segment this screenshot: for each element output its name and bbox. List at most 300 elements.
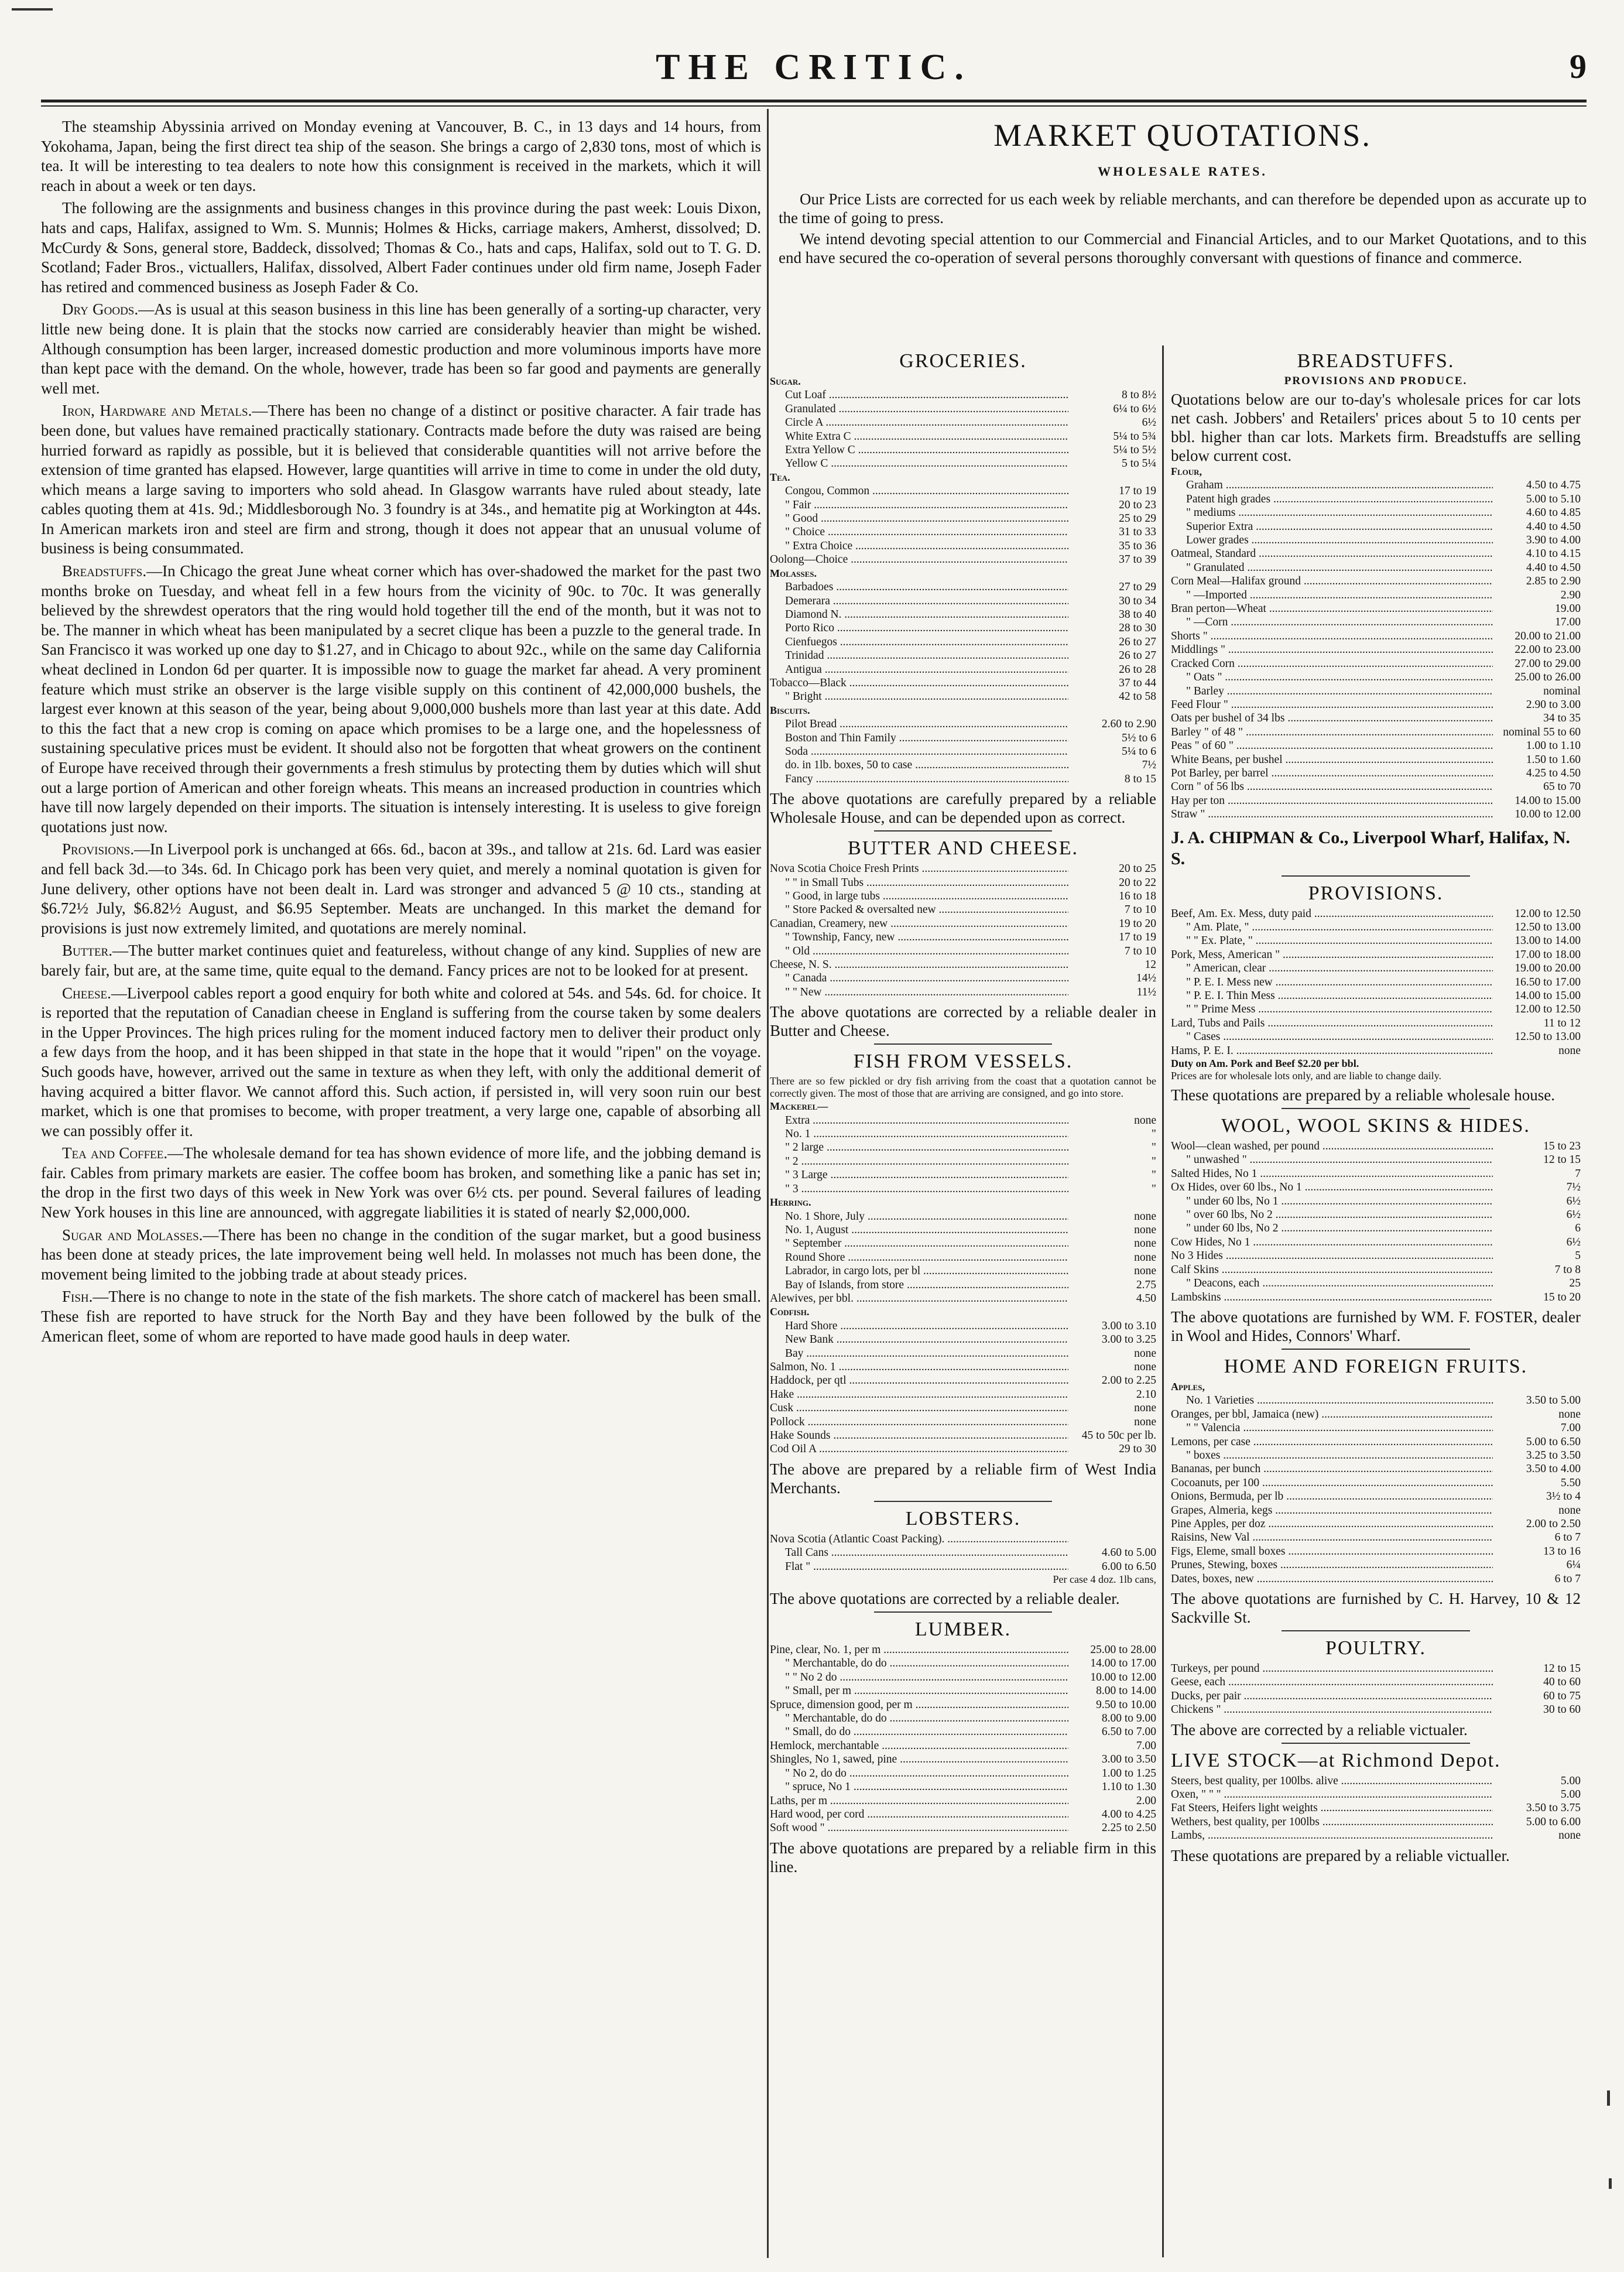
row-value: none <box>1134 1415 1156 1428</box>
table-row <box>770 1821 1156 1835</box>
report-paragraph <box>41 840 761 938</box>
row-label: Soft wood " ..... <box>770 1821 1068 1835</box>
table-row <box>770 649 1156 662</box>
row-label: Pork, Mess, American " ..... <box>1171 948 1493 962</box>
row-label: Patent high grades ..... <box>1171 492 1493 506</box>
row-label: Graham ..... <box>1171 478 1493 492</box>
butter-cheese-table <box>770 862 1156 999</box>
table-row <box>1171 1703 1581 1716</box>
row-value: 15 to 20 <box>1543 1291 1581 1303</box>
row-label: " Merchantable, do do ..... <box>770 1712 1068 1725</box>
table-row <box>1171 1236 1581 1249</box>
row-label: No. 1, August ..... <box>770 1223 1068 1237</box>
row-label: Molasses. <box>770 567 817 579</box>
row-value: 45 to 50c per lb. <box>1081 1429 1156 1442</box>
row-label: " mediums ..... <box>1171 506 1493 519</box>
table-row <box>1171 1153 1581 1166</box>
table-row <box>770 553 1156 566</box>
table-row <box>1171 1531 1581 1544</box>
table-row <box>1171 1774 1581 1788</box>
table-row <box>770 525 1156 539</box>
row-label: Nova Scotia (Atlantic Coast Packing). ..... <box>770 1532 1068 1546</box>
poultry-title: POULTRY. <box>1325 1637 1426 1659</box>
row-value: 6.50 to 7.00 <box>1101 1726 1156 1739</box>
row-label: " Small, do do ..... <box>770 1725 1068 1739</box>
row-value: none <box>1558 1408 1581 1421</box>
row-label: Figs, Eleme, small boxes ..... <box>1171 1545 1493 1558</box>
table-row <box>770 1237 1156 1250</box>
row-value: none <box>1558 1504 1581 1517</box>
row-label: Turkeys, per pound ..... <box>1171 1662 1493 1675</box>
table-row <box>770 690 1156 703</box>
row-label: " Merchantable, do do ..... <box>770 1657 1068 1670</box>
table-row <box>1171 685 1581 698</box>
lumber-section <box>770 1619 1156 1876</box>
table-row <box>770 1374 1156 1387</box>
row-label: " Choice ..... <box>770 525 1068 539</box>
row-label: New Bank ..... <box>770 1333 1068 1346</box>
row-value: 6¼ <box>1566 1559 1581 1572</box>
table-row <box>1171 1449 1581 1462</box>
row-value: 40 to 60 <box>1543 1676 1581 1689</box>
table-row <box>1171 1572 1581 1586</box>
row-label: Peas " of 60 " ..... <box>1171 739 1493 752</box>
row-value: none <box>1134 1237 1156 1250</box>
row-value <box>1068 1100 1156 1113</box>
row-label: Granulated ..... <box>770 402 1068 416</box>
row-value: 6 <box>1575 1222 1581 1235</box>
row-value: 2.00 to 2.50 <box>1526 1517 1581 1530</box>
provisions-prices-note: Prices are for wholesale lots only, and are liable to change daily. <box>1171 1070 1441 1082</box>
paragraph-text: The butter market continues quiet and featureless, without change of any kind. Supplies of new are barely fair, but are, at the same time, quite equal to the demand. Fancy prices are not to be looked for at present. <box>41 942 761 979</box>
section-divider <box>1282 1630 1470 1631</box>
row-value: 5 <box>1575 1250 1581 1262</box>
row-value: 5 to 5¼ <box>1121 457 1156 470</box>
row-value: 9.50 to 10.00 <box>1096 1698 1156 1711</box>
row-value: 6½ <box>1142 416 1156 429</box>
row-value: 16.50 to 17.00 <box>1515 976 1581 988</box>
row-value: 26 to 27 <box>1119 649 1156 662</box>
table-row <box>770 1210 1156 1223</box>
table-row <box>1171 962 1581 975</box>
row-value: 2.75 <box>1136 1278 1156 1291</box>
row-value: 5¼ to 5½ <box>1113 444 1156 457</box>
row-label: Calf Skins ..... <box>1171 1263 1493 1277</box>
table-row <box>1171 1421 1581 1435</box>
row-value: 30 to 60 <box>1543 1703 1581 1716</box>
row-label: Lambskins ..... <box>1171 1291 1493 1304</box>
lumber-table <box>770 1643 1156 1835</box>
row-label: Bananas, per bunch ..... <box>1171 1462 1493 1476</box>
row-value: 4.00 to 4.25 <box>1101 1808 1156 1821</box>
row-label: Onions, Bermuda, per lb ..... <box>1171 1490 1493 1503</box>
paragraph-text: There has been no change of a distinct or positive character. A fair trade has been done, but values have remained practically stationary. Contracts made before the duty was raised are being hurried forward as rapidly as possible, but it is believed that considerable quantities will not arrive before the extension of time granted has elapsed. However, large quantities will arrive in time to come in under the old duty, which means a large saving to importers who sold ahead. In Glasgow warrants have ruled about steady, late cables quoting them at 41s. 9d.; Middlesborough No. 3 foundry is at 34s., and hematite pig at Workington at 44s. In American markets iron and steel are firm and strong, though it does not appear that an unusual volume of business is being consummated. <box>41 402 761 557</box>
row-value: none <box>1134 1347 1156 1360</box>
butter-cheese-section <box>770 837 1156 1045</box>
wool-note: The above quotations are furnished by WM. F. FOSTER, dealer in Wool and Hides, Connors' Wharf. <box>1171 1308 1581 1344</box>
table-row <box>770 1223 1156 1237</box>
table-row <box>770 1671 1156 1684</box>
row-value: 6¼ to 6½ <box>1113 402 1156 415</box>
row-value: 7.00 <box>1560 1422 1581 1435</box>
row-value: 34 to 35 <box>1543 712 1581 725</box>
row-label: " Small, per m ..... <box>770 1684 1068 1698</box>
row-label: Tall Cans ..... <box>770 1546 1068 1559</box>
table-row <box>770 862 1156 875</box>
row-label: Hard Shore ..... <box>770 1319 1068 1333</box>
row-value: none <box>1134 1265 1156 1278</box>
row-label: Hake Sounds ..... <box>770 1429 1068 1442</box>
row-label: White Extra C ..... <box>770 430 1068 443</box>
table-row <box>770 416 1156 429</box>
row-label: Corn Meal—Halifax ground ..... <box>1171 574 1493 588</box>
row-label: " 2 ..... <box>770 1155 1068 1168</box>
row-label: White Beans, per bushel ..... <box>1171 753 1493 767</box>
paragraph-text: As is usual at this season business in this line has been generally of a sorting-up character, very little new being done. It is plain that the stocks now carried are considerably heavier than might be wished. Although consumption has been larger, increased domestic production and more voluminous imports have more than kept pace with the demand. On the whole, however, trade has been so far good and payments are generally well met. <box>41 300 761 397</box>
report-paragraph <box>41 1226 761 1285</box>
row-value: 6.00 to 6.50 <box>1101 1560 1156 1573</box>
table-row <box>770 1442 1156 1456</box>
section-divider <box>874 1501 1052 1502</box>
row-value: 3.25 to 3.50 <box>1526 1449 1581 1462</box>
row-value: 13.00 to 14.00 <box>1515 935 1581 947</box>
row-value: 2.25 to 2.50 <box>1101 1822 1156 1835</box>
table-row <box>1171 976 1581 989</box>
table-row <box>1171 1208 1581 1221</box>
row-value: 25 to 29 <box>1119 512 1156 525</box>
row-value: 20 to 25 <box>1119 863 1156 875</box>
section-divider <box>1282 1743 1470 1744</box>
row-value: 8.00 to 9.00 <box>1101 1712 1156 1725</box>
table-row <box>1171 1675 1581 1689</box>
table-row <box>1171 1044 1581 1058</box>
row-label: Boston and Thin Family ..... <box>770 731 1068 745</box>
row-label: Cod Oil A ..... <box>770 1442 1068 1456</box>
table-row <box>770 745 1156 758</box>
row-label: Fancy ..... <box>770 772 1068 786</box>
table-row <box>770 594 1156 608</box>
row-label: Barbadoes ..... <box>770 580 1068 594</box>
table-row <box>1171 615 1581 629</box>
row-value: 7 to 10 <box>1124 945 1156 957</box>
row-label: Sugar. <box>770 375 801 387</box>
row-label: Dates, boxes, new ..... <box>1171 1572 1493 1586</box>
row-value <box>1068 375 1156 388</box>
row-label: Hake ..... <box>770 1388 1068 1401</box>
table-row <box>770 512 1156 525</box>
row-value: 13 to 16 <box>1543 1545 1581 1558</box>
table-row <box>1171 1545 1581 1558</box>
row-label: Pine Apples, per doz ..... <box>1171 1517 1493 1531</box>
table-row <box>1171 1829 1581 1842</box>
table-row <box>770 621 1156 635</box>
market-quotations-header <box>779 112 1587 267</box>
row-value: 2.00 to 2.25 <box>1101 1374 1156 1387</box>
row-label: do. in 1lb. boxes, 50 to case ..... <box>770 758 1068 772</box>
table-row <box>1171 726 1581 739</box>
row-label: Mackerel— <box>770 1100 828 1113</box>
table-row <box>1171 1662 1581 1675</box>
row-value: none <box>1134 1210 1156 1223</box>
row-label: Cow Hides, No 1 ..... <box>1171 1236 1493 1249</box>
row-value: 5¼ to 6 <box>1121 745 1156 758</box>
row-label: No. 1 Shore, July ..... <box>770 1210 1068 1223</box>
row-label: Oolong—Choice ..... <box>770 553 1068 566</box>
table-row <box>770 1657 1156 1670</box>
row-label: Geese, each ..... <box>1171 1675 1493 1689</box>
masthead-rule-thin <box>41 105 1587 107</box>
row-label: No 3 Hides ..... <box>1171 1249 1493 1262</box>
row-label: Pine, clear, No. 1, per m ..... <box>770 1643 1068 1657</box>
report-paragraph <box>41 401 761 559</box>
row-label: " Cases ..... <box>1171 1030 1493 1043</box>
row-label: Ducks, per pair ..... <box>1171 1689 1493 1703</box>
table-row <box>1171 1558 1581 1572</box>
butter-cheese-note: The above quotations are corrected by a reliable dealer in Butter and Cheese. <box>770 1003 1156 1040</box>
provisions-title: PROVISIONS. <box>1308 882 1444 904</box>
table-row <box>1171 1167 1581 1181</box>
row-value: 1.50 to 1.60 <box>1526 753 1581 766</box>
groceries-title: GROCERIES. <box>899 350 1027 372</box>
row-label: Laths, per m ..... <box>770 1794 1068 1808</box>
row-label: Tobacco—Black ..... <box>770 676 1068 690</box>
table-row <box>770 1415 1156 1429</box>
row-label: " Extra Choice ..... <box>770 539 1068 553</box>
row-label: Chickens " ..... <box>1171 1703 1493 1716</box>
row-value: 20.00 to 21.00 <box>1515 629 1581 642</box>
row-label: " P. E. I. Thin Mess ..... <box>1171 989 1493 1002</box>
fish-table <box>770 1100 1156 1456</box>
row-value: 16 to 18 <box>1119 890 1156 902</box>
row-value <box>1493 465 1581 478</box>
livestock-table <box>1171 1774 1581 1843</box>
report-paragraph <box>41 1144 761 1222</box>
row-value: 2.10 <box>1136 1388 1156 1401</box>
table-row <box>1171 1504 1581 1517</box>
row-value: 1.10 to 1.30 <box>1101 1781 1156 1794</box>
row-label: " under 60 lbs, No 1 ..... <box>1171 1195 1493 1208</box>
table-row <box>770 443 1156 457</box>
table-row <box>770 1155 1156 1168</box>
row-label: " Good, in large tubs ..... <box>770 889 1068 903</box>
row-label: No. 1 ..... <box>770 1127 1068 1141</box>
row-label: Trinidad ..... <box>770 649 1068 662</box>
table-row <box>770 1401 1156 1415</box>
row-label: " " No 2 do ..... <box>770 1671 1068 1684</box>
row-value <box>1068 1532 1156 1546</box>
row-value: 37 to 44 <box>1119 676 1156 689</box>
row-label: " 2 large ..... <box>770 1141 1068 1154</box>
table-row <box>770 903 1156 916</box>
row-value: 2.90 <box>1560 588 1581 601</box>
row-value <box>1068 567 1156 580</box>
poultry-table <box>1171 1662 1581 1717</box>
print-speck <box>12 8 53 11</box>
row-label: Cracked Corn ..... <box>1171 657 1493 670</box>
row-label: Pot Barley, per barrel ..... <box>1171 767 1493 780</box>
table-row <box>770 1429 1156 1442</box>
paragraph-lead: Tea and Coffee.— <box>62 1144 184 1162</box>
row-value: 3.00 to 3.50 <box>1101 1753 1156 1766</box>
table-row <box>770 772 1156 786</box>
row-label: Spruce, dimension good, per m ..... <box>770 1698 1068 1712</box>
table-row <box>770 1388 1156 1401</box>
row-value: 14.00 to 15.00 <box>1515 990 1581 1002</box>
paragraph-lead: Provisions.— <box>62 840 150 858</box>
table-row <box>1171 1249 1581 1262</box>
row-label: Superior Extra ..... <box>1171 520 1493 533</box>
table-row <box>770 430 1156 443</box>
masthead-rule <box>41 100 1587 102</box>
row-label: Prunes, Stewing, boxes ..... <box>1171 1558 1493 1572</box>
row-label: No. 1 Varieties ..... <box>1171 1394 1493 1407</box>
row-value: nominal <box>1543 685 1581 697</box>
table-row <box>1171 1380 1581 1394</box>
table-row <box>770 1546 1156 1559</box>
paragraph-text: In Liverpool pork is unchanged at 66s. 6d., bacon at 39s., and tallow at 21s. 6d. Lard was easier and fell back 3d.—to 34s. 6d. In Chicago pork has been very quiet, and merely a nominal quotation is given for June delivery, other options have not been dealt in. Lard was stronger and advanced 5 @ 10 cts., standing at $6.72½ July, $6.82½ August, and $6.95 September. Meats are unchanged. In this market the demand for provisions is just now extremely limited, and quotations are merely nominal. <box>41 840 761 937</box>
row-label: Salted Hides, No 1 ..... <box>1171 1167 1493 1181</box>
row-label: " September ..... <box>770 1237 1068 1250</box>
table-row <box>1171 1517 1581 1531</box>
market-report-column <box>41 117 761 2254</box>
row-label: Oats per bushel of 34 lbs ..... <box>1171 711 1493 725</box>
row-label: Nova Scotia Choice Fresh Prints ..... <box>770 862 1068 875</box>
row-value: 25.00 to 28.00 <box>1090 1644 1156 1657</box>
row-label: " American, clear ..... <box>1171 962 1493 975</box>
paragraph-lead: Fish.— <box>62 1288 109 1306</box>
row-value: 12.50 to 13.00 <box>1515 921 1581 933</box>
row-value: 4.25 to 4.50 <box>1526 767 1581 779</box>
paragraph-text: The following are the assignments and business changes in this province during the past week: Louis Dixon, hats and caps, Halifax, assigned to Wm. S. Munnis; Holmes & Hicks, carriage makers, Amherst, dissolved; D. McCurdy & Sons, general store, Baddeck, dissolved; Thomas & Co., hats and caps, Halifax, sold out to T. G. D. Scotland; Fader Bros., victuallers, Halifax, dissolved, Albert Fader continues under old firm name, Joseph Fader has retired and commenced business as Joseph Fader & Co. <box>41 199 761 296</box>
row-value: none <box>1558 1044 1581 1057</box>
row-value: 12.00 to 12.50 <box>1515 907 1581 920</box>
row-value: 12 to 15 <box>1543 1154 1581 1166</box>
row-label: Wool—clean washed, per pound ..... <box>1171 1140 1493 1153</box>
paragraph-text: The steamship Abyssinia arrived on Monday evening at Vancouver, B. C., in 13 days and 14 hours, from Yokohama, Japan, being the first direct tea ship of the season. She brings a cargo of 2,830 tons, most of which is tea. It will be interesting to tea dealers to note how this consignment is received in the markets, which it will reach in about a week or ten days. <box>41 118 761 194</box>
table-row <box>770 1278 1156 1292</box>
table-row <box>1171 780 1581 793</box>
table-row <box>1171 670 1581 684</box>
fruits-table <box>1171 1380 1581 1586</box>
row-label: " Store Packed & oversalted new ..... <box>770 903 1068 916</box>
row-value: 27 to 29 <box>1119 581 1156 594</box>
row-label: Cut Loaf ..... <box>770 388 1068 402</box>
table-row <box>770 889 1156 903</box>
row-label: Labrador, in cargo lots, per bl ..... <box>770 1264 1068 1278</box>
row-label: Porto Rico ..... <box>770 621 1068 635</box>
table-row <box>1171 574 1581 588</box>
provisions-section <box>1171 882 1581 1109</box>
table-row <box>1171 989 1581 1002</box>
table-row <box>1171 1462 1581 1476</box>
fish-title: FISH FROM VESSELS. <box>853 1051 1073 1073</box>
table-row <box>1171 794 1581 807</box>
row-value: 14.00 to 17.00 <box>1090 1657 1156 1670</box>
row-value: none <box>1134 1251 1156 1264</box>
table-row <box>1171 1291 1581 1304</box>
lobsters-per-case: Per case 4 doz. 1lb cans, <box>1053 1573 1156 1586</box>
row-value: 1.00 to 1.25 <box>1101 1767 1156 1780</box>
table-row <box>770 1739 1156 1753</box>
livestock-section <box>1171 1750 1581 1865</box>
row-value: 12.50 to 13.00 <box>1515 1031 1581 1043</box>
row-label: " Fair ..... <box>770 498 1068 512</box>
table-row <box>1171 533 1581 547</box>
paragraph-text: Liverpool cables report a good enquiry for both white and colored at 54s. and 54s. 6d. for choice. It is reported that the reputation of Canadian cheese in England is suffering from the course taken by some dealers in the Upper Provinces. The high prices ruling for the moment induced factory men to deliver their product only a few days from the hoop, and it has been shipped in that state in the hope that it would "ripen" on the voyage. Such goods have, however, arrived out the same in texture as when they left, with only the additional demerit of having acquired a bitter flavor. We cannot afford this. Such action, if persisted in, will very soon ruin our best market, which is one that promises to become, with proper treatment, a very large one, capable of absorbing all we can possibly offer it. <box>41 984 761 1140</box>
row-value: 4.60 to 5.00 <box>1101 1546 1156 1559</box>
table-row <box>1171 602 1581 615</box>
row-value: 2.00 <box>1136 1794 1156 1807</box>
row-value: 4.50 <box>1136 1292 1156 1305</box>
row-value: 25.00 to 26.00 <box>1515 671 1581 684</box>
row-value: 7 to 10 <box>1124 904 1156 916</box>
table-row <box>1171 547 1581 560</box>
row-value: 7.00 <box>1136 1739 1156 1752</box>
column-divider-right <box>1162 345 1164 2257</box>
row-value: 26 to 27 <box>1119 635 1156 648</box>
row-label: Extra ..... <box>770 1114 1068 1127</box>
row-value: 37 to 39 <box>1119 553 1156 566</box>
table-row <box>770 1333 1156 1346</box>
row-value: 29 to 30 <box>1119 1443 1156 1456</box>
row-value: 27.00 to 29.00 <box>1515 657 1581 670</box>
table-row <box>770 986 1156 999</box>
table-row <box>1171 1263 1581 1277</box>
table-row <box>1171 506 1581 519</box>
row-label: Cocoanuts, per 100 ..... <box>1171 1476 1493 1490</box>
row-label: Steers, best quality, per 100lbs. alive ..... <box>1171 1774 1493 1788</box>
row-label: Beef, Am. Ex. Mess, duty paid ..... <box>1171 907 1493 921</box>
row-label: Alewives, per bbl. ..... <box>770 1292 1068 1305</box>
row-value: nominal 55 to 60 <box>1503 726 1581 738</box>
row-label: Wethers, best quality, per 100lbs ..... <box>1171 1815 1493 1829</box>
provisions-note: These quotations are prepared by a reliable wholesale house. <box>1171 1086 1555 1104</box>
row-value: 25 <box>1569 1277 1581 1290</box>
table-row <box>770 388 1156 402</box>
table-row <box>770 471 1156 484</box>
table-row <box>770 1319 1156 1333</box>
row-value: 4.40 to 4.50 <box>1526 520 1581 533</box>
table-row <box>1171 1490 1581 1503</box>
row-label: Lambs, ..... <box>1171 1829 1493 1842</box>
table-row <box>1171 478 1581 492</box>
row-value: 2.60 to 2.90 <box>1101 718 1156 731</box>
row-label: Shingles, No 1, sawed, pine ..... <box>770 1753 1068 1766</box>
row-value: 5.00 to 5.10 <box>1526 492 1581 505</box>
table-row <box>770 1141 1156 1154</box>
table-row <box>770 1305 1156 1319</box>
row-value: 6½ <box>1566 1236 1581 1248</box>
row-value: 65 to 70 <box>1543 781 1581 793</box>
row-label: Pilot Bread ..... <box>770 717 1068 731</box>
table-row <box>1171 934 1581 947</box>
table-row <box>1171 657 1581 670</box>
row-value: none <box>1134 1114 1156 1127</box>
table-row <box>770 1251 1156 1264</box>
table-row <box>770 1114 1156 1127</box>
groceries-table <box>770 375 1156 786</box>
table-row <box>770 1712 1156 1725</box>
row-label: Extra Yellow C ..... <box>770 443 1068 457</box>
row-label: " unwashed " ..... <box>1171 1153 1493 1166</box>
row-value: " <box>1152 1169 1156 1182</box>
row-value: 17.00 to 18.00 <box>1515 948 1581 961</box>
row-label: Apples, <box>1171 1380 1205 1392</box>
table-row <box>1171 588 1581 602</box>
paragraph-text: There is no change to note in the state of the fish markets. The shore catch of mackerel has been small. These fish are reported to have struck for the North Bay and they have been followed by the bulk of the American fleet, some of whom are reported to have made good hauls in deep water. <box>41 1288 761 1345</box>
table-row <box>770 484 1156 498</box>
row-value: " <box>1152 1155 1156 1168</box>
